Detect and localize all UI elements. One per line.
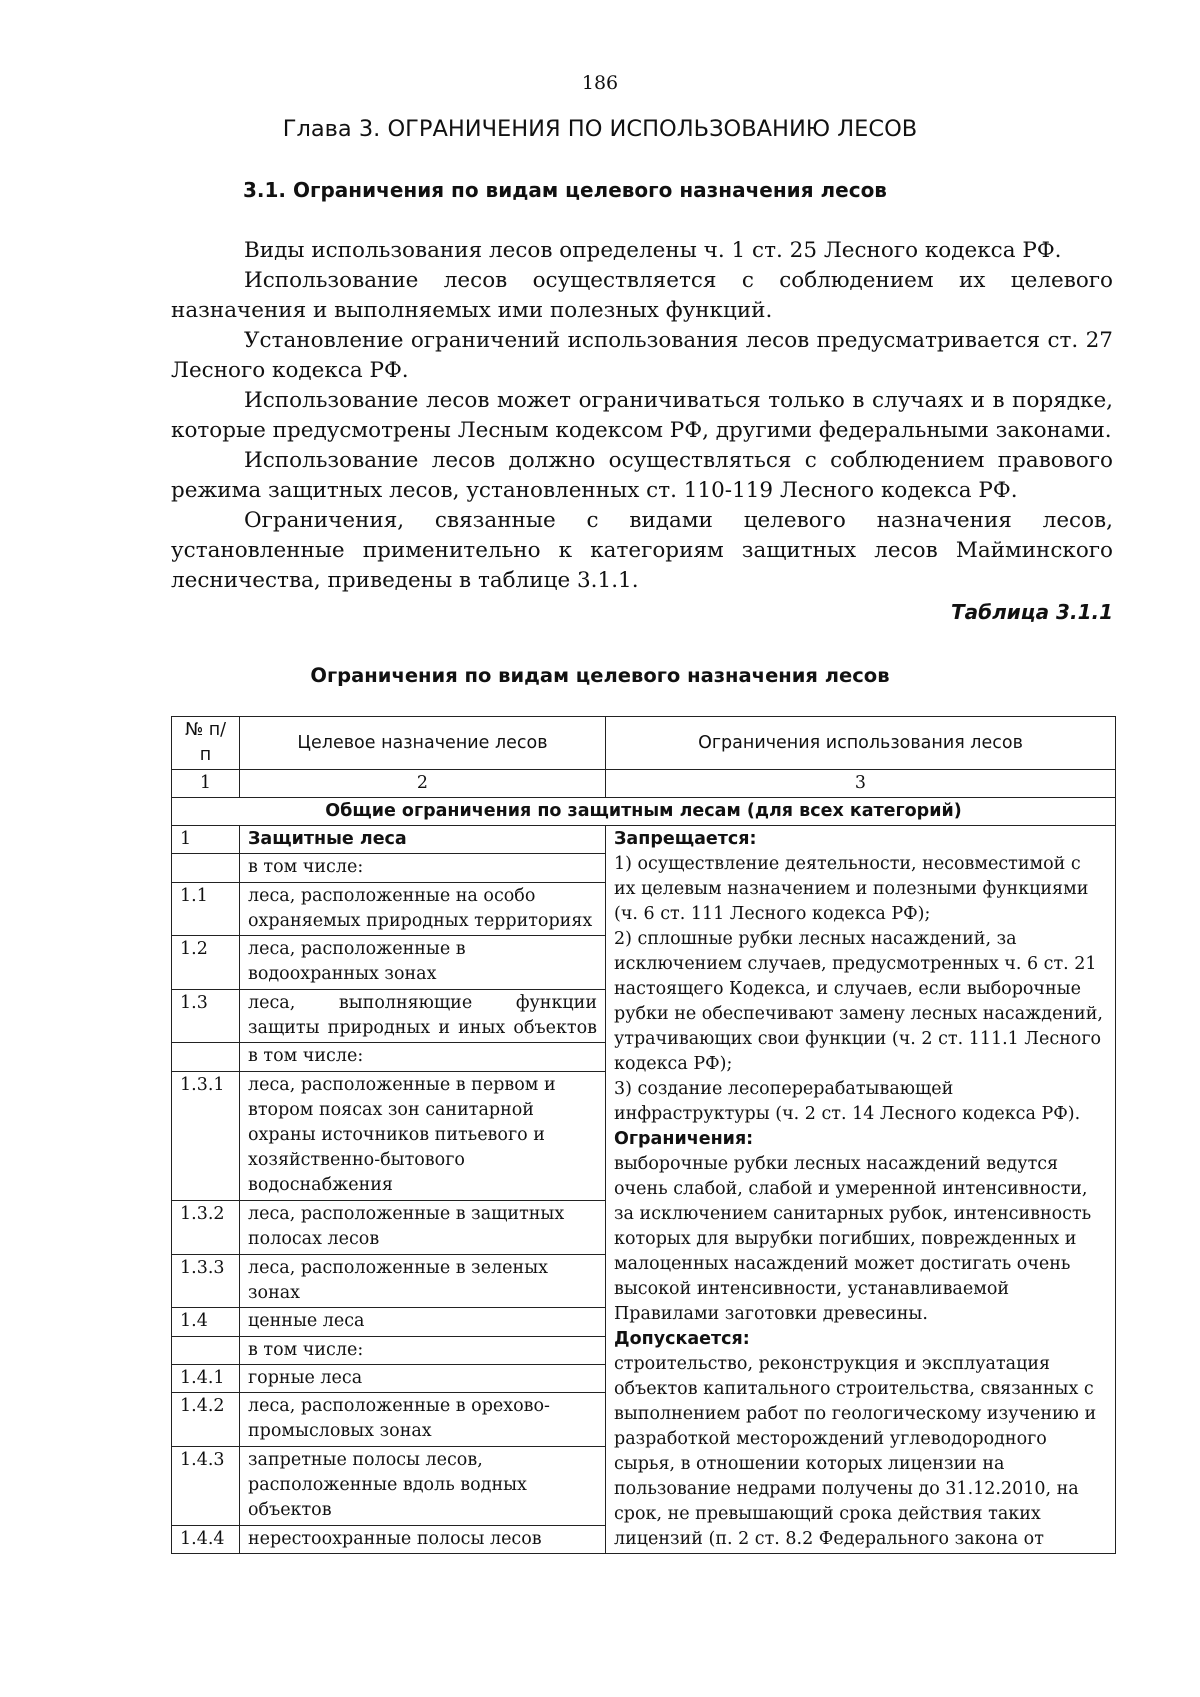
row-num: 1.3.2	[172, 1201, 240, 1255]
row-num	[172, 1336, 240, 1364]
table-label: Таблица 3.1.1	[951, 600, 1113, 624]
row-num: 1.1	[172, 882, 240, 936]
paragraph: Установление ограничений использования лесов предусматривается ст. 27 Лесного кодекса РФ.	[171, 328, 1113, 383]
chapter-title: Глава 3. ОГРАНИЧЕНИЯ ПО ИСПОЛЬЗОВАНИЮ ЛЕСОВ	[282, 116, 918, 142]
row-purpose: леса, расположенные в водоохранных зонах	[240, 936, 606, 990]
row-purpose: нерестоохранные полосы лесов	[240, 1525, 606, 1553]
row-purpose: ценные леса	[240, 1308, 606, 1336]
row-num: 1.2	[172, 936, 240, 990]
row-purpose: Защитные леса	[240, 826, 606, 854]
restrictions-table	[171, 716, 1116, 1554]
section-heading: Общие ограничения по защитным лесам (для всех категорий)	[172, 798, 1116, 826]
row-num: 1.4.4	[172, 1525, 240, 1553]
section-heading-row	[172, 798, 1116, 826]
row-num	[172, 854, 240, 882]
row-num: 1.3.3	[172, 1254, 240, 1308]
column-number: 3	[606, 770, 1116, 798]
limits-text: выборочные рубки лесных насаждений ведутся очень слабой, слабой и умеренной интенсивности, за исключением санитарных рубок, интенсивность которых для вырубки погибших, поврежденных и малоценных насаждений может достигать очень высокой интенсивности, устанавливаемой Правилами заготовки древесины.	[614, 1154, 1092, 1324]
row-num: 1	[172, 826, 240, 854]
restrictions-cell	[606, 826, 1116, 1554]
row-num: 1.3	[172, 989, 240, 1043]
row-purpose: в том числе:	[240, 1336, 606, 1364]
row-num	[172, 1043, 240, 1071]
row-num: 1.4.2	[172, 1393, 240, 1447]
paragraph: Использование лесов должно осуществляться с соблюдением правового режима защитных лесов, установленных ст. 110-119 Лесного кодекса РФ.	[171, 448, 1113, 503]
row-purpose: леса, расположенные в защитных полосах лесов	[240, 1201, 606, 1255]
table-row	[172, 826, 1116, 854]
prohibited-heading: Запрещается:	[614, 829, 757, 849]
row-purpose: леса, расположенные на особо охраняемых природных территориях	[240, 882, 606, 936]
table-title: Ограничения по видам целевого назначения лесов	[310, 664, 890, 687]
prohibited-item: 2) сплошные рубки лесных насаждений, за исключением случаев, предусмотренных ч. 6 ст. 21 настоящего Кодекса, и случаев, если выборочные рубки не обеспечивают замену лесных насаждений, утрачивающих свои функции (ч. 2 ст. 111.1 Лесного кодекса РФ);	[614, 929, 1103, 1074]
limits-heading: Ограничения:	[614, 1129, 754, 1149]
row-num: 1.4	[172, 1308, 240, 1336]
header-restrictions: Ограничения использования лесов	[606, 717, 1116, 770]
paragraph: Использование лесов может ограничиваться только в случаях и в порядке, которые предусмотрены Лесным кодексом РФ, другими федеральными законами.	[171, 388, 1113, 443]
allowed-text: строительство, реконструкция и эксплуатация объектов капитального строительства, связанных с выполнением работ по геологическому изучению и разработкой месторождений углеводородного сырья, в отношении которых лицензии на пользование недрами получены до 31.12.2010, на срок, не превышающий срока действия таких лицензий (п. 2 ст. 8.2 Федерального закона от	[614, 1354, 1097, 1549]
row-num: 1.3.1	[172, 1071, 240, 1200]
row-purpose: леса, расположенные в орехово-промысловых зонах	[240, 1393, 606, 1447]
paragraph: Ограничения, связанные с видами целевого назначения лесов, установленные применительно к категориям защитных лесов Майминского лесничества, приведены в таблице 3.1.1.	[171, 508, 1113, 593]
body-text	[171, 236, 1113, 596]
row-purpose: леса, расположенные в зеленых зонах	[240, 1254, 606, 1308]
row-purpose: леса, расположенные в первом и втором поясах зон санитарной охраны источников питьевого и хозяйственно-бытового водоснабжения	[240, 1071, 606, 1200]
allowed-heading: Допускается:	[614, 1329, 750, 1349]
row-purpose: леса, выполняющие функции защиты природных и иных объектов	[240, 989, 606, 1043]
header-purpose: Целевое назначение лесов	[240, 717, 606, 770]
prohibited-item: 3) создание лесоперерабатывающей инфраструктуры (ч. 2 ст. 14 Лесного кодекса РФ).	[614, 1079, 1081, 1124]
prohibited-item: 1) осуществление деятельности, несовместимой с их целевым назначением и полезными функциями (ч. 6 ст. 111 Лесного кодекса РФ);	[614, 854, 1089, 924]
section-title: 3.1. Ограничения по видам целевого назначения лесов	[243, 178, 887, 202]
row-purpose: горные леса	[240, 1364, 606, 1392]
paragraph: Виды использования лесов определены ч. 1 ст. 25 Лесного кодекса РФ.	[244, 238, 1062, 263]
page-number: 186	[581, 72, 619, 94]
column-number: 1	[172, 770, 240, 798]
column-number-row	[172, 770, 1116, 798]
row-purpose: в том числе:	[240, 854, 606, 882]
column-number: 2	[240, 770, 606, 798]
row-num: 1.4.1	[172, 1364, 240, 1392]
row-purpose: в том числе:	[240, 1043, 606, 1071]
header-num: № п/п	[172, 717, 240, 770]
paragraph: Использование лесов осуществляется с соблюдением их целевого назначения и выполняемых ими полезных функций.	[171, 268, 1113, 323]
row-purpose: запретные полосы лесов, расположенные вдоль водных объектов	[240, 1446, 606, 1525]
row-num: 1.4.3	[172, 1446, 240, 1525]
table-header-row	[172, 717, 1116, 770]
